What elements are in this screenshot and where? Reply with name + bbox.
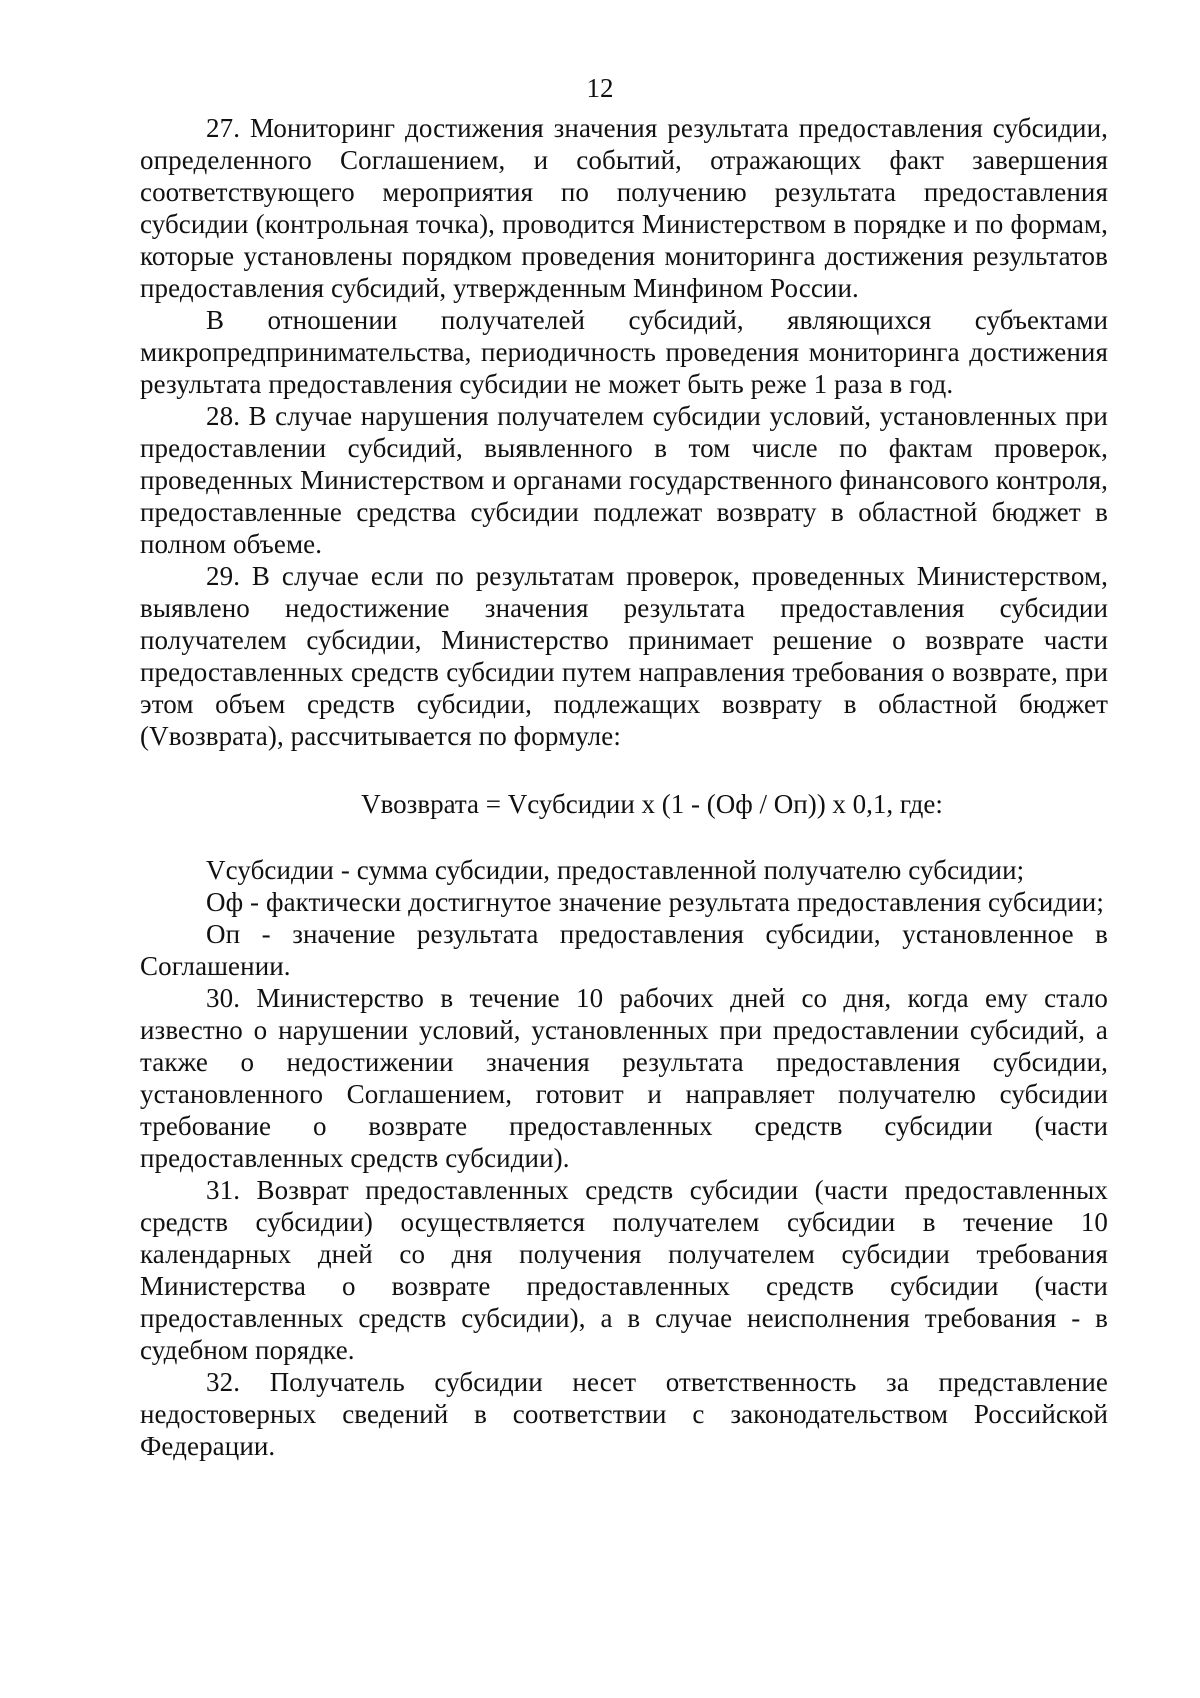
- paragraph-30: 30. Министерство в течение 10 рабочих дней со дня, когда ему стало известно о нарушении условий, установленных при предоставлении субсидий, а также о недостижении значения результата предоставления субсидии, установленного Соглашением, готовит и направляет получателю субсидии требование о возврате предоставленных средств субсидии (части предоставленных средств субсидии).: [140, 983, 1108, 1173]
- paragraph-27-micro: В отношении получателей субсидий, являющихся субъектами микропредпринимательства, периодичность проведения мониторинга достижения результата предоставления субсидии не может быть реже 1 раза в год.: [140, 305, 1108, 399]
- definition-of: Оф - фактически достигнутое значение результата предоставления субсидии;: [206, 887, 1104, 917]
- paragraph-32: 32. Получатель субсидии несет ответственность за представление недостоверных сведений в соответствии с законодательством Российской Федерации.: [140, 1367, 1108, 1461]
- paragraph-27: 27. Мониторинг достижения значения результата предоставления субсидии, определенного Соглашением, и событий, отражающих факт завершения соответствующего мероприятия по получению результата предоставления субсидии (контрольная точка), проводится Министерством в порядке и по формам, которые установлены порядком проведения мониторинга достижения результатов предоставления субсидий, утвержденным Минфином России.: [140, 113, 1108, 303]
- document-body: [140, 112, 1108, 1462]
- definition-vsubsidii: Vсубсидии - сумма субсидии, предоставленной получателю субсидии;: [206, 855, 1025, 885]
- paragraph-31: 31. Возврат предоставленных средств субсидии (части предоставленных средств субсидии) осуществляется получателем субсидии в течение 10 календарных дней со дня получения получателем субсидии требования Министерства о возврате предоставленных средств субсидии (части предоставленных средств субсидии), а в случае неисполнения требования - в судебном порядке.: [140, 1175, 1108, 1365]
- paragraph-28: 28. В случае нарушения получателем субсидии условий, установленных при предоставлении субсидий, выявленного в том числе по фактам проверок, проведенных Министерством и органами государственного финансового контроля, предоставленные средства субсидии подлежат возврату в областной бюджет в полном объеме.: [140, 401, 1108, 559]
- definition-op: Оп - значение результата предоставления субсидии, установленное в Соглашении.: [140, 919, 1108, 981]
- page-number: 12: [586, 73, 614, 103]
- paragraph-29: 29. В случае если по результатам проверок, проведенных Министерством, выявлено недостижение значения результата предоставления субсидии получателем субсидии, Министерство принимает решение о возврате части предоставленных средств субсидии путем направления требования о возврате, при этом объем средств субсидии, подлежащих возврату в областной бюджет (Vвозврата), рассчитывается по формуле:: [140, 561, 1108, 751]
- refund-formula: Vвозврата = Vсубсидии x (1 - (Оф / Оп)) x 0,1, где:: [361, 789, 943, 819]
